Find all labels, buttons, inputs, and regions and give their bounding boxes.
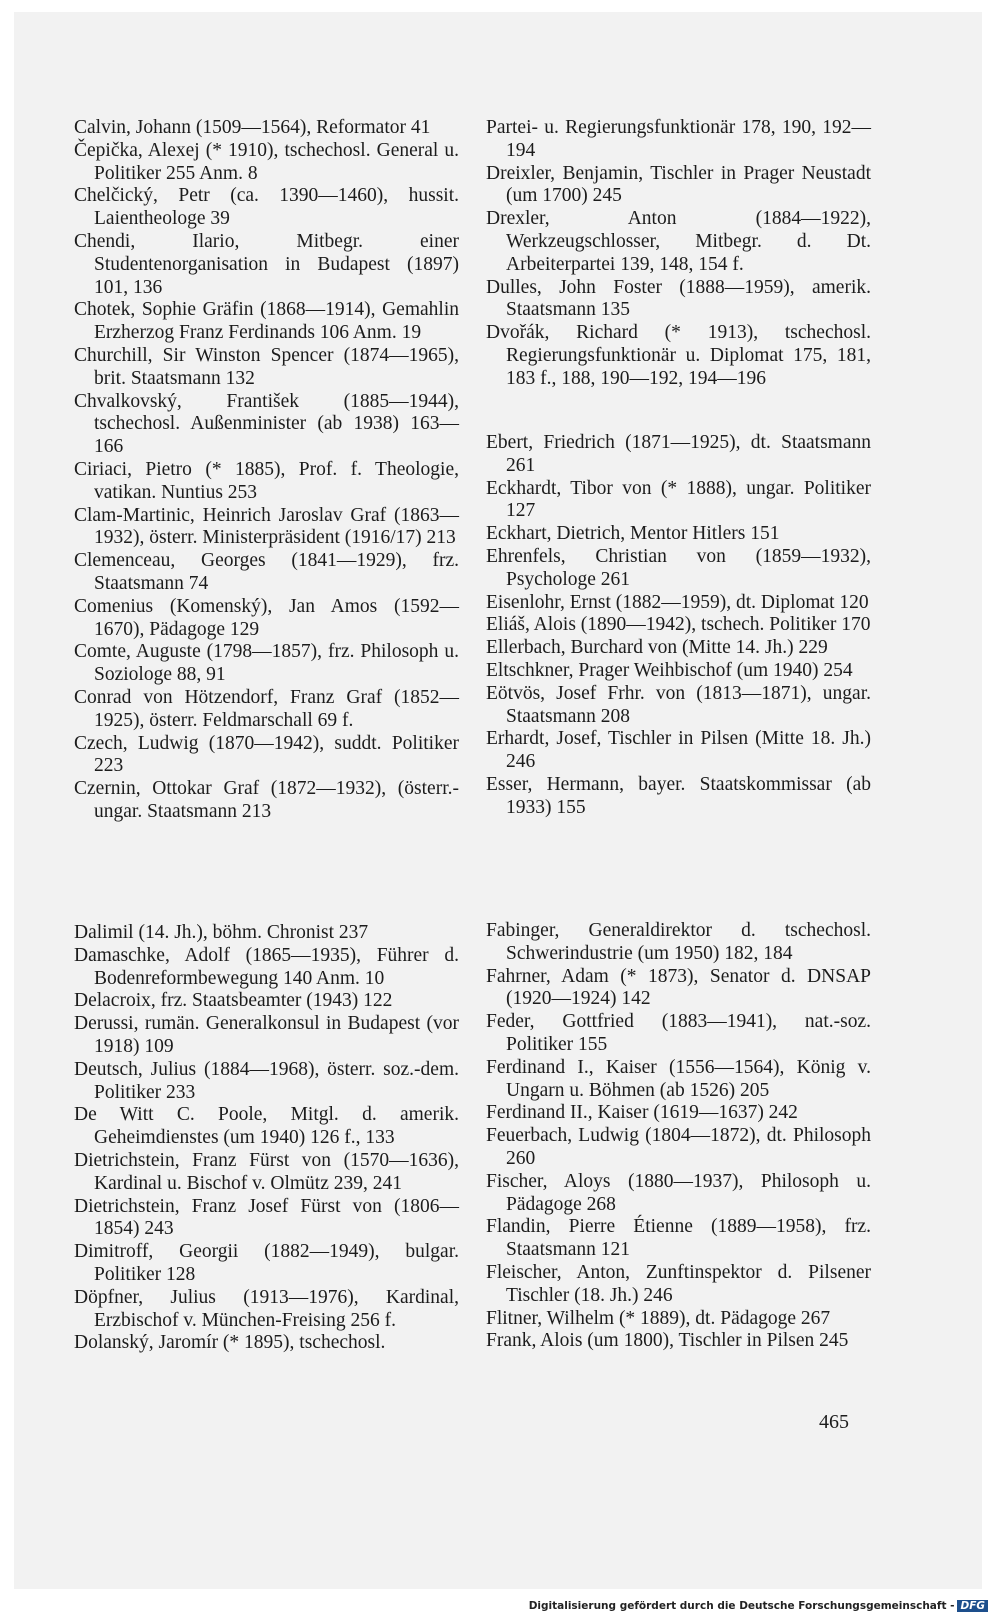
index-entry: Derussi, rumän. Generalkonsul in Budapest (vor 1918) 109 [74,1013,459,1057]
index-column-right-top [486,117,871,391]
index-entry: Drexler, Anton (1884—1922), Werkzeugschlosser, Mitbegr. d. Dt. Arbeiterpartei 139, 148, 154 f. [486,208,871,275]
index-entry: Dolanský, Jaromír (* 1895), tschechosl. [74,1332,386,1354]
index-entry: Chelčický, Petr (ca. 1390—1460), hussit. Laientheologe 39 [74,185,459,230]
index-entry: Eltschkner, Prager Weihbischof (um 1940) 254 [486,659,853,681]
index-entry: Döpfner, Julius (1913—1976), Kardinal, Erzbischof v. München-Freising 256 f. [74,1286,459,1331]
index-entry: Eötvös, Josef Frhr. von (1813—1871), ungar. Staatsmann 208 [486,682,871,727]
index-entry: Ferdinand I., Kaiser (1556—1564), König v. Ungarn u. Böhmen (ab 1526) 205 [486,1056,871,1101]
index-entry: Fahrner, Adam (* 1873), Senator d. DNSAP (1920—1924) 142 [486,965,871,1010]
index-entry: Flitner, Wilhelm (* 1889), dt. Pädagoge 267 [486,1307,831,1329]
index-entry: Comenius (Komenský), Jan Amos (1592—1670), Pädagoge 129 [74,595,459,640]
index-column-left-top [74,117,459,824]
index-entry: Czech, Ludwig (1870—1942), suddt. Politiker 223 [74,732,459,777]
index-entry: Dalimil (14. Jh.), böhm. Chronist 237 [74,922,369,943]
index-entry: De Witt C. Poole, Mitgl. d. amerik. Geheimdienstes (um 1940) 126 f., 133 [74,1104,459,1149]
index-entry: Eckhart, Dietrich, Mentor Hitlers 151 [486,523,780,545]
index-entry: Clemenceau, Georges (1841—1929), frz. Staatsmann 74 [74,550,459,594]
index-entry: Ciriaci, Pietro (* 1885), Prof. f. Theologie, vatikan. Nuntius 253 [74,458,459,503]
index-entry: Dietrichstein, Franz Josef Fürst von (1806—1854) 243 [74,1195,459,1240]
index-entry: Fabinger, Generaldirektor d. tschechosl. Schwerindustrie (um 1950) 182, 184 [486,920,871,964]
index-entry: Fischer, Aloys (1880—1937), Philosoph u. Pädagoge 268 [486,1170,871,1215]
footer-text: Digitalisierung gefördert durch die Deutsche Forschungsgemeinschaft - [528,1600,955,1612]
index-entry: Delacroix, frz. Staatsbeamter (1943) 122 [74,990,393,1012]
index-entry: Eisenlohr, Ernst (1882—1959), dt. Diplomat 120 [486,591,869,613]
index-entry: Partei- u. Regierungsfunktionär 178, 190, 192—194 [486,117,871,161]
index-entry: Damaschke, Adolf (1865—1935), Führer d. Bodenreformbewegung 140 Anm. 10 [74,944,459,989]
index-entry: Clam-Martinic, Heinrich Jaroslav Graf (1863—1932), österr. Ministerpräsident (1916/17) 213 [74,504,459,549]
index-entry: Feder, Gottfried (1883—1941), nat.-soz. Politiker 155 [486,1011,871,1055]
index-entry: Čepička, Alexej (* 1910), tschechosl. General u. Politiker 255 Anm. 8 [74,139,459,184]
index-entry: Erhardt, Josef, Tischler in Pilsen (Mitte 18. Jh.) 246 [486,728,871,773]
index-entry: Ebert, Friedrich (1871—1925), dt. Staatsmann 261 [486,432,871,476]
index-entry: Ellerbach, Burchard von (Mitte 14. Jh.) 229 [486,637,828,659]
index-column-left-bottom [74,922,459,1355]
index-entry: Eliáš, Alois (1890—1942), tschech. Politiker 170 [486,614,871,636]
index-entry: Eckhardt, Tibor von (* 1888), ungar. Politiker 127 [486,477,871,522]
index-entry: Fleischer, Anton, Zunftinspektor d. Pilsener Tischler (18. Jh.) 246 [486,1261,871,1306]
index-entry: Chendi, Ilario, Mitbegr. einer Studentenorganisation in Budapest (1897) 101, 136 [74,230,459,298]
index-entry: Calvin, Johann (1509—1564), Reformator 41 [74,117,431,138]
index-entry: Czernin, Ottokar Graf (1872—1932), (österr.-ungar. Staatsmann 213 [74,778,459,822]
index-entry: Ferdinand II., Kaiser (1619—1637) 242 [486,1102,798,1124]
index-entry: Dimitroff, Georgii (1882—1949), bulgar. Politiker 128 [74,1241,459,1285]
page-number: 465 [819,1411,849,1433]
index-entry: Dvořák, Richard (* 1913), tschechosl. Regierungsfunktionär u. Diplomat 175, 181, 183 f., 188, 190—192, 194—196 [486,322,871,389]
index-entry: Conrad von Hötzendorf, Franz Graf (1852—1925), österr. Feldmarschall 69 f. [74,686,459,731]
index-entry: Ehrenfels, Christian von (1859—1932), Psychologe 261 [486,545,871,590]
index-entry: Frank, Alois (um 1800), Tischler in Pilsen 245 [486,1330,849,1352]
index-entry: Dulles, John Foster (1888—1959), amerik. Staatsmann 135 [486,276,871,321]
index-entry: Chotek, Sophie Gräfin (1868—1914), Gemahlin Erzherzog Franz Ferdinands 106 Anm. 19 [74,299,459,344]
index-entry: Dietrichstein, Franz Fürst von (1570—1636), Kardinal u. Bischof v. Olmütz 239, 241 [74,1149,459,1194]
scanned-page [14,12,982,1589]
index-entry: Comte, Auguste (1798—1857), frz. Philosoph u. Soziologe 88, 91 [74,641,459,686]
index-entry: Churchill, Sir Winston Spencer (1874—1965), brit. Staatsmann 132 [74,344,459,389]
index-entry: Chvalkovský, František (1885—1944), tschechosl. Außenminister (ab 1938) 163—166 [74,390,459,458]
index-column-right-middle [486,432,871,820]
index-column-right-bottom [486,920,871,1353]
index-entry: Feuerbach, Ludwig (1804—1872), dt. Philosoph 260 [486,1125,871,1169]
digitization-footer [529,1600,988,1612]
index-entry: Dreixler, Benjamin, Tischler in Prager Neustadt (um 1700) 245 [486,162,871,207]
index-entry: Deutsch, Julius (1884—1968), österr. soz.-dem. Politiker 233 [74,1058,459,1103]
index-entry: Esser, Hermann, bayer. Staatskommissar (ab 1933) 155 [486,773,871,818]
dfg-logo: DFG [957,1600,988,1612]
index-entry: Flandin, Pierre Étienne (1889—1958), frz. Staatsmann 121 [486,1216,871,1261]
